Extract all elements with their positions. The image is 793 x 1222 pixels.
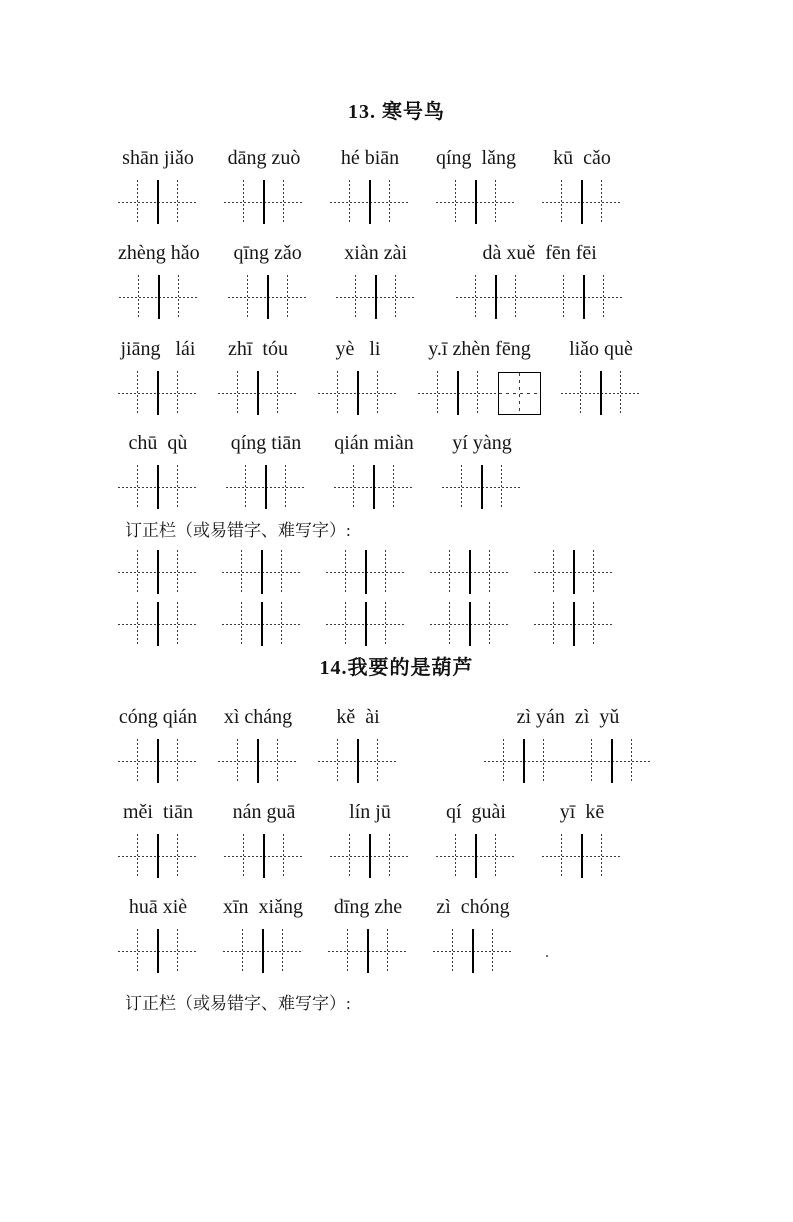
word-unit — [328, 894, 408, 973]
word-unit — [330, 799, 410, 878]
writing-grid — [433, 929, 513, 973]
word-unit — [118, 240, 200, 319]
writing-grid-with-box — [418, 371, 541, 415]
pinyin-label: zhī tóu — [228, 338, 288, 360]
writing-grid — [119, 275, 199, 319]
writing-grid — [118, 739, 198, 783]
word-unit — [433, 894, 513, 973]
word-unit — [318, 336, 398, 415]
writing-grid — [542, 180, 622, 224]
word-unit — [218, 336, 298, 415]
pinyin-label: dāng zuò — [227, 147, 301, 169]
pinyin-label: dà xuě fēn fēi — [482, 242, 597, 264]
stray-mark: . — [545, 944, 549, 961]
writing-grid — [118, 834, 198, 878]
writing-grid — [218, 371, 298, 415]
word-unit — [436, 145, 516, 224]
correction-label: 订正栏（或易错字、难写字）: — [125, 521, 351, 540]
pinyin-label: zhèng hǎo — [118, 242, 200, 264]
word-unit — [224, 799, 304, 878]
word-unit — [484, 704, 652, 783]
writing-grid — [430, 602, 510, 646]
word-row — [118, 704, 793, 783]
word-unit — [118, 799, 198, 878]
pinyin-label: y.ī zhèn fēng — [428, 338, 531, 360]
pinyin-label: yí yàng — [452, 432, 512, 454]
correction-grid-row — [118, 550, 793, 594]
writing-grid — [118, 465, 198, 509]
word-row — [118, 799, 793, 878]
writing-grid — [226, 465, 306, 509]
writing-grid — [542, 834, 622, 878]
writing-grid — [118, 602, 198, 646]
pinyin-label: yè li — [335, 338, 381, 360]
word-unit — [224, 145, 304, 224]
writing-grid — [442, 465, 522, 509]
writing-grid — [430, 550, 510, 594]
word-unit — [118, 704, 198, 783]
pinyin-label: qíng tiān — [230, 432, 302, 454]
pinyin-label: hé biān — [340, 147, 400, 169]
word-unit — [118, 430, 198, 509]
writing-grid — [336, 275, 416, 319]
word-unit — [223, 894, 303, 973]
word-unit — [334, 430, 414, 509]
word-unit — [118, 145, 198, 224]
writing-grid — [534, 602, 614, 646]
section-14-title: 14.我要的是葫芦 — [319, 657, 474, 679]
pinyin-label: kū cǎo — [553, 147, 611, 169]
pinyin-label: kě ài — [336, 706, 380, 728]
word-unit — [418, 336, 541, 415]
word-row — [118, 894, 793, 973]
boxed-writing-cell — [498, 372, 541, 415]
word-unit — [330, 145, 410, 224]
correction-grid-row — [118, 602, 793, 646]
writing-grid-four-cell — [456, 275, 624, 319]
word-unit — [561, 336, 641, 415]
writing-grid — [436, 180, 516, 224]
writing-grid — [118, 180, 198, 224]
pinyin-label: qián miàn — [334, 432, 414, 454]
pinyin-label: nán guā — [232, 801, 296, 823]
pinyin-label: qí guài — [446, 801, 506, 823]
writing-grid — [118, 929, 198, 973]
writing-grid — [224, 834, 304, 878]
word-unit — [226, 430, 306, 509]
writing-grid — [330, 180, 410, 224]
pinyin-label: xīn xiǎng — [223, 896, 303, 918]
writing-grid — [534, 550, 614, 594]
pinyin-label: jiāng lái — [120, 338, 196, 360]
pinyin-label: cóng qián — [118, 706, 198, 728]
word-unit — [542, 799, 622, 878]
writing-grid — [228, 275, 308, 319]
writing-grid — [418, 371, 498, 415]
pinyin-label: xiàn zài — [344, 242, 408, 264]
pinyin-label: qīng zǎo — [233, 242, 302, 264]
word-unit — [456, 240, 624, 319]
word-unit — [118, 336, 198, 415]
word-unit — [436, 799, 516, 878]
word-unit — [318, 704, 398, 783]
writing-grid — [222, 550, 302, 594]
word-unit — [442, 430, 522, 509]
pinyin-label: huā xiè — [128, 896, 188, 918]
writing-grid — [318, 739, 398, 783]
writing-grid — [330, 834, 410, 878]
pinyin-label: liǎo què — [569, 338, 633, 360]
pinyin-label: yī kē — [559, 801, 605, 823]
writing-grid — [218, 739, 298, 783]
writing-grid — [118, 371, 198, 415]
word-unit — [542, 145, 622, 224]
writing-grid — [118, 550, 198, 594]
word-row — [118, 336, 793, 415]
writing-grid — [318, 371, 398, 415]
word-row — [118, 430, 793, 509]
writing-grid — [436, 834, 516, 878]
writing-grid — [223, 929, 303, 973]
word-unit — [218, 704, 298, 783]
pinyin-label: chū qù — [128, 432, 188, 454]
pinyin-label: dīng zhe — [333, 896, 403, 918]
word-unit — [336, 240, 416, 319]
pinyin-label: zì chóng — [436, 896, 510, 918]
word-unit — [228, 240, 308, 319]
pinyin-label: zì yán zì yǔ — [516, 706, 620, 728]
pinyin-label: lín jū — [349, 801, 391, 823]
word-row — [118, 240, 793, 319]
pinyin-label: xì cháng — [223, 706, 293, 728]
writing-grid — [561, 371, 641, 415]
pinyin-label: qíng lǎng — [436, 147, 516, 169]
writing-grid — [334, 465, 414, 509]
word-unit — [118, 894, 198, 973]
writing-grid — [326, 602, 406, 646]
section-13-title: 13. 寒号鸟 — [348, 101, 445, 123]
word-row — [118, 145, 793, 224]
writing-grid-four-cell — [484, 739, 652, 783]
writing-grid — [328, 929, 408, 973]
writing-grid — [222, 602, 302, 646]
writing-grid — [224, 180, 304, 224]
pinyin-label: shān jiǎo — [122, 147, 194, 169]
correction-label: 订正栏（或易错字、难写字）: — [125, 994, 351, 1013]
writing-grid — [326, 550, 406, 594]
pinyin-label: měi tiān — [123, 801, 193, 823]
